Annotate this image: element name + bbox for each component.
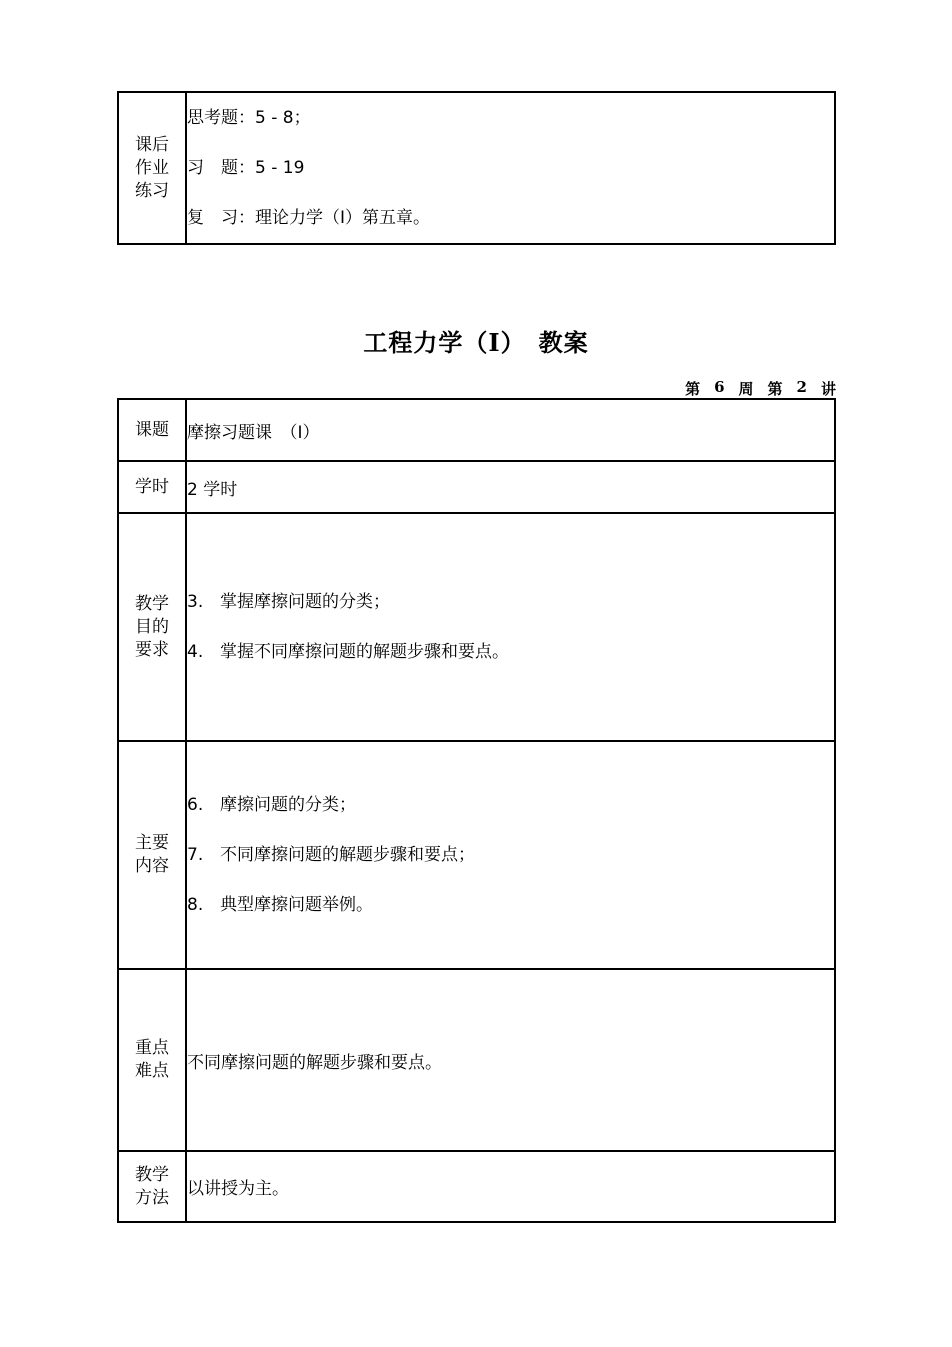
objectives-label xyxy=(118,513,186,741)
week-lecture-info xyxy=(685,378,836,399)
homework-label xyxy=(118,92,186,244)
lesson-plan-table xyxy=(117,398,836,1223)
method-value: 以讲授为主。 xyxy=(186,1151,835,1222)
lecture-text: 第 xyxy=(767,380,783,398)
objectives-content xyxy=(186,513,835,741)
list-item: 3. 掌握摩擦问题的分类； xyxy=(187,592,390,612)
hours-value: 2 学时 xyxy=(186,461,835,513)
homework-line-exercises: 习 题：5 - 19 xyxy=(187,158,305,178)
label-line: 方法 xyxy=(135,1187,169,1208)
key-points-value: 不同摩擦问题的解题步骤和要点。 xyxy=(186,969,835,1151)
label-line: 主要 xyxy=(135,833,169,853)
label-line: 重点 xyxy=(135,1038,169,1058)
lecture-number: 2 xyxy=(796,378,807,396)
content-label xyxy=(118,741,186,969)
label-line: 难点 xyxy=(135,1061,169,1081)
list-item: 4. 掌握不同摩擦问题的解题步骤和要点。 xyxy=(187,642,509,662)
label-line: 教学 xyxy=(135,1164,169,1185)
week-number: 6 xyxy=(714,378,725,396)
week-text: 第 xyxy=(685,380,701,398)
topic-value: 摩擦习题课 （Ⅰ） xyxy=(186,399,835,461)
label-line: 教学 xyxy=(135,593,169,614)
list-item: 6. 摩擦问题的分类； xyxy=(187,795,356,815)
topic-label xyxy=(118,399,186,461)
label-line: 练习 xyxy=(135,180,169,201)
key-points-label xyxy=(118,969,186,1151)
content-list xyxy=(186,741,835,969)
list-item: 8. 典型摩擦问题举例。 xyxy=(187,895,373,915)
page-title: 工程力学（I） 教案 xyxy=(363,328,589,357)
label-line: 内容 xyxy=(135,856,169,876)
homework-table xyxy=(117,91,836,245)
week-text: 周 xyxy=(738,380,754,398)
homework-line-questions: 思考题：5 - 8； xyxy=(187,108,311,128)
homework-content xyxy=(186,92,835,244)
label-line: 目的 xyxy=(135,616,169,637)
method-label xyxy=(118,1151,186,1222)
lecture-text: 讲 xyxy=(820,380,836,398)
homework-line-review: 复 习：理论力学（Ⅰ）第五章。 xyxy=(187,208,431,228)
label-line: 学时 xyxy=(135,476,169,497)
hours-label xyxy=(118,461,186,513)
label-line: 课题 xyxy=(135,419,169,440)
label-line: 作业 xyxy=(135,157,169,178)
list-item: 7. 不同摩擦问题的解题步骤和要点； xyxy=(187,845,475,865)
label-line: 要求 xyxy=(135,639,169,660)
label-line: 课后 xyxy=(135,134,169,155)
